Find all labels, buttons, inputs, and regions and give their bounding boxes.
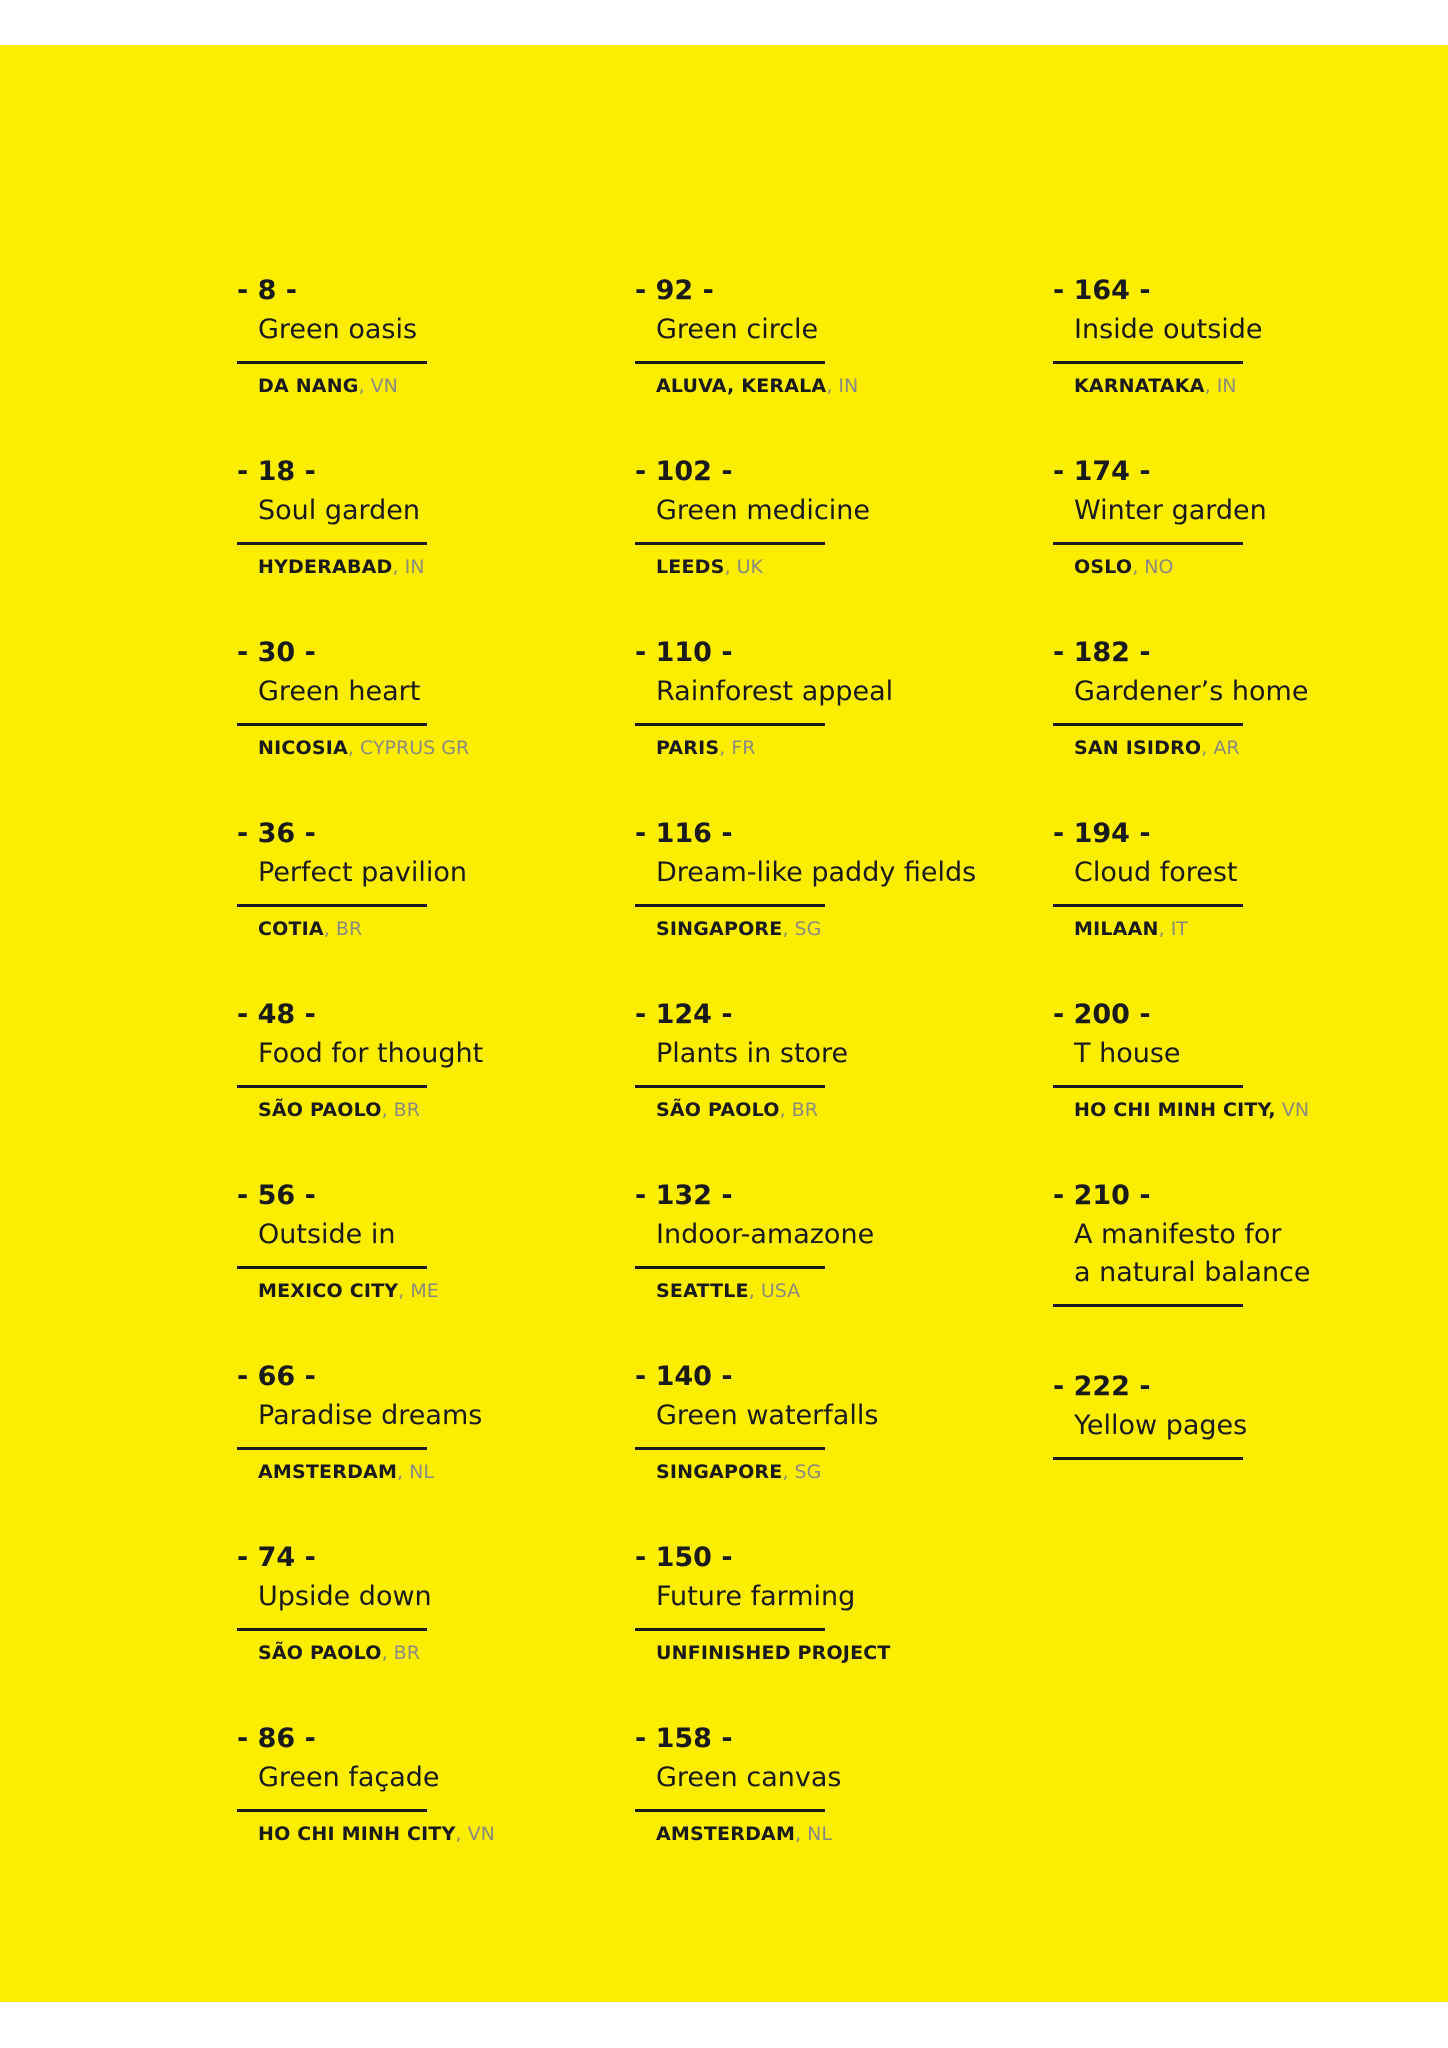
entry-location (237, 373, 637, 399)
toc-entry[interactable] (237, 1538, 637, 1666)
entry-title: Inside outside (1074, 314, 1263, 345)
toc-entry[interactable] (1053, 814, 1448, 942)
location-city: AMSTERDAM (656, 1823, 796, 1845)
page-number: - 74 - (237, 1542, 316, 1573)
location-country: , CYPRUS GR (347, 737, 470, 759)
entry-location (635, 554, 1035, 580)
entry-title: Outside in (258, 1219, 396, 1250)
toc-entry[interactable] (635, 1538, 1035, 1666)
page-number: - 174 - (1053, 456, 1151, 487)
toc-entry[interactable] (635, 1176, 1035, 1304)
location-city: ALUVA, KERALA (656, 375, 827, 397)
location-country: , SG (782, 1461, 822, 1483)
divider (635, 361, 825, 364)
divider (237, 1447, 427, 1450)
entry-title: T house (1074, 1038, 1181, 1069)
location-country: , BR (381, 1642, 420, 1664)
entry-title: Green oasis (258, 314, 418, 345)
divider (1053, 1085, 1243, 1088)
entry-location (237, 554, 637, 580)
divider (635, 1628, 825, 1631)
location-city: NICOSIA (258, 737, 348, 759)
entry-title: Paradise dreams (258, 1400, 483, 1431)
location-country: , IT (1158, 918, 1188, 940)
divider (237, 723, 427, 726)
entry-title: Upside down (258, 1581, 432, 1612)
divider (1053, 904, 1243, 907)
entry-location (237, 1278, 637, 1304)
yellow-contents-page (0, 45, 1448, 2002)
entry-title: Rainforest appeal (656, 676, 894, 707)
page-number: - 30 - (237, 637, 316, 668)
entry-title: Cloud forest (1074, 857, 1238, 888)
divider (635, 1085, 825, 1088)
divider (237, 1809, 427, 1812)
toc-entry[interactable] (237, 1719, 637, 1847)
entry-location (237, 1097, 637, 1123)
location-city: HYDERABAD (258, 556, 393, 578)
location-city: OSLO (1074, 556, 1133, 578)
toc-entry[interactable] (237, 633, 637, 761)
entry-location (635, 735, 1035, 761)
divider (237, 1628, 427, 1631)
divider (635, 904, 825, 907)
location-city: AMSTERDAM (258, 1461, 398, 1483)
page-number: - 48 - (237, 999, 316, 1030)
location-city: DA NANG (258, 375, 359, 397)
entry-location (237, 1821, 637, 1847)
divider (1053, 542, 1243, 545)
entry-location (237, 916, 637, 942)
entry-location (237, 1640, 637, 1666)
page-number: - 102 - (635, 456, 733, 487)
entry-location (1053, 554, 1448, 580)
location-city: HO CHI MINH CITY (258, 1823, 456, 1845)
location-country: , NO (1132, 556, 1174, 578)
location-city: SINGAPORE (656, 918, 783, 940)
entry-location (1053, 373, 1448, 399)
divider (237, 904, 427, 907)
location-city: COTIA (258, 918, 324, 940)
page-number: - 140 - (635, 1361, 733, 1392)
location-country: , ME (398, 1280, 439, 1302)
location-city: SÃO PAOLO (258, 1099, 382, 1121)
entry-location (635, 1821, 1035, 1847)
toc-entry[interactable] (237, 452, 637, 580)
entry-title: Green medicine (656, 495, 870, 526)
location-country: , USA (748, 1280, 801, 1302)
entry-location (635, 1278, 1035, 1304)
toc-entry[interactable] (635, 1719, 1035, 1847)
toc-entry[interactable] (1053, 1176, 1448, 1307)
divider (237, 1266, 427, 1269)
entry-title: A manifesto for a natural balance (1074, 1219, 1311, 1288)
toc-entry[interactable] (237, 814, 637, 942)
entry-location (1053, 1097, 1448, 1123)
divider (1053, 361, 1243, 364)
entry-location (635, 1097, 1035, 1123)
page-number: - 8 - (237, 275, 297, 306)
page-number: - 86 - (237, 1723, 316, 1754)
page-number: - 210 - (1053, 1180, 1151, 1211)
location-city: UNFINISHED PROJECT (656, 1642, 891, 1664)
toc-entry[interactable] (237, 995, 637, 1123)
page-number: - 116 - (635, 818, 733, 849)
toc-entry[interactable] (635, 452, 1035, 580)
page-number: - 66 - (237, 1361, 316, 1392)
toc-entry[interactable] (237, 1357, 637, 1485)
location-country: , BR (779, 1099, 818, 1121)
divider (1053, 1304, 1243, 1307)
location-country: , VN (455, 1823, 495, 1845)
location-country: , IN (392, 556, 425, 578)
location-country: , NL (795, 1823, 832, 1845)
divider (237, 542, 427, 545)
toc-entry[interactable] (635, 1357, 1035, 1485)
page-number: - 194 - (1053, 818, 1151, 849)
entry-title: Green waterfalls (656, 1400, 879, 1431)
divider (635, 1447, 825, 1450)
divider (1053, 1457, 1243, 1460)
page-number: - 132 - (635, 1180, 733, 1211)
page-number: - 200 - (1053, 999, 1151, 1030)
page-number: - 18 - (237, 456, 316, 487)
entry-location (237, 735, 637, 761)
entry-location (635, 916, 1035, 942)
entry-title: Green canvas (656, 1762, 842, 1793)
toc-entry[interactable] (1053, 633, 1448, 761)
location-country: , BR (381, 1099, 420, 1121)
page-number: - 182 - (1053, 637, 1151, 668)
location-country: , UK (724, 556, 763, 578)
location-city: MEXICO CITY (258, 1280, 399, 1302)
page-number: - 92 - (635, 275, 714, 306)
page-number: - 110 - (635, 637, 733, 668)
entry-location (1053, 735, 1448, 761)
location-country: , IN (1204, 375, 1237, 397)
divider (635, 723, 825, 726)
page-number: - 150 - (635, 1542, 733, 1573)
location-city: SÃO PAOLO (656, 1099, 780, 1121)
divider (1053, 723, 1243, 726)
entry-location (635, 373, 1035, 399)
divider (635, 1809, 825, 1812)
entry-title: Indoor-amazone (656, 1219, 875, 1250)
location-country: , SG (782, 918, 822, 940)
entry-title: Green heart (258, 676, 421, 707)
divider (635, 1266, 825, 1269)
toc-entry[interactable] (1053, 995, 1448, 1123)
divider (237, 1085, 427, 1088)
page-number: - 158 - (635, 1723, 733, 1754)
location-city: LEEDS (656, 556, 725, 578)
entry-title: Yellow pages (1074, 1410, 1248, 1441)
location-country: , NL (397, 1461, 434, 1483)
toc-entry[interactable] (1053, 1367, 1448, 1460)
entry-title: Green façade (258, 1762, 440, 1793)
entry-location (635, 1459, 1035, 1485)
page-number: - 164 - (1053, 275, 1151, 306)
divider (635, 542, 825, 545)
location-city: MILAAN (1074, 918, 1159, 940)
entry-title: Gardener’s home (1074, 676, 1309, 707)
entry-title: Perfect pavilion (258, 857, 467, 888)
toc-entry[interactable] (237, 271, 637, 399)
location-city: SAN ISIDRO (1074, 737, 1202, 759)
entry-location (237, 1459, 637, 1485)
toc-entry[interactable] (1053, 452, 1448, 580)
entry-title: Winter garden (1074, 495, 1267, 526)
location-city: KARNATAKA (1074, 375, 1205, 397)
page-number: - 222 - (1053, 1371, 1151, 1402)
entry-title: Green circle (656, 314, 819, 345)
entry-title: Dream-like paddy fields (656, 857, 977, 888)
toc-entry[interactable] (1053, 271, 1448, 399)
toc-entry[interactable] (635, 995, 1035, 1123)
entry-title: Food for thought (258, 1038, 484, 1069)
location-country: , VN (358, 375, 398, 397)
location-city: SINGAPORE (656, 1461, 783, 1483)
location-country: , BR (323, 918, 363, 940)
location-country: , AR (1201, 737, 1240, 759)
toc-entry[interactable] (635, 271, 1035, 399)
page-number: - 36 - (237, 818, 316, 849)
toc-entry[interactable] (635, 814, 1035, 942)
entry-location (1053, 916, 1448, 942)
divider (237, 361, 427, 364)
page-number: - 56 - (237, 1180, 316, 1211)
entry-title: Plants in store (656, 1038, 849, 1069)
page-number: - 124 - (635, 999, 733, 1030)
entry-title: Future farming (656, 1581, 856, 1612)
toc-entry[interactable] (237, 1176, 637, 1304)
toc-entry[interactable] (635, 633, 1035, 761)
location-city: SEATTLE (656, 1280, 749, 1302)
entry-location (635, 1640, 1035, 1666)
location-city: HO CHI MINH CITY, (1074, 1099, 1276, 1121)
location-city: SÃO PAOLO (258, 1642, 382, 1664)
location-country: , FR (719, 737, 756, 759)
location-country: , IN (826, 375, 859, 397)
entry-title: Soul garden (258, 495, 421, 526)
location-city: PARIS (656, 737, 720, 759)
location-country: VN (1275, 1099, 1310, 1121)
